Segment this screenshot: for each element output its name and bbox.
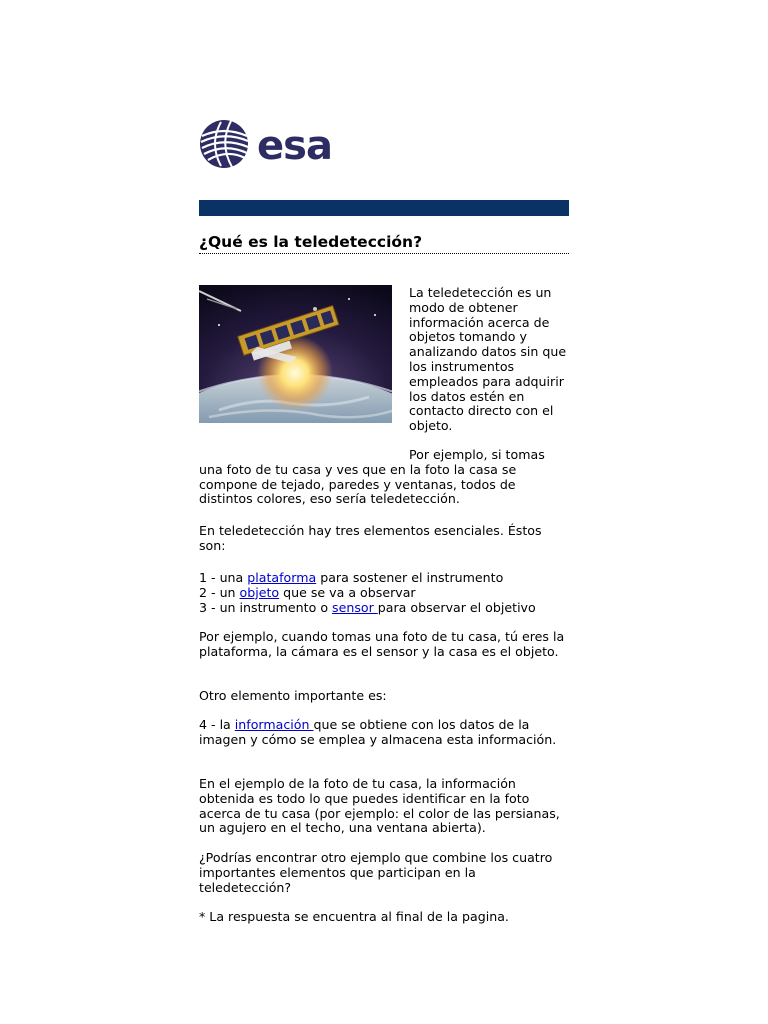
camera-example-paragraph: Por ejemplo, cuando tomas una foto de tu casa, tú eres la plataforma, la cámara es el sensor y la casa es el objeto. (199, 629, 565, 659)
esa-logo-text: esa (257, 123, 332, 169)
elements-intro: En teledetección hay tres elementos esenciales. Éstos son: (199, 523, 542, 553)
question-paragraph: ¿Podrías encontrar otro ejemplo que combine los cuatro importantes elementos que participan en la teledetección? (199, 850, 553, 895)
element4-paragraph: 4 - la información que se obtiene con los datos de la imagen y cómo se emplea y almacena esta información. (199, 717, 557, 747)
objeto-link[interactable]: objeto (239, 584, 280, 600)
list-item: 2 - un objeto que se va a observar (199, 584, 416, 600)
example-paragraph (199, 448, 571, 507)
example-lead: Por ejemplo, si tomas (409, 447, 545, 462)
answer-note: * La respuesta se encuentra al final de la pagina. (199, 909, 509, 924)
page-title: ¿Qué es la teledetección? (199, 232, 569, 254)
informacion-link[interactable]: información (234, 717, 314, 732)
other-element-paragraph: Otro elemento importante es: (199, 688, 387, 703)
header-bar (199, 200, 569, 216)
elements-list (199, 571, 571, 615)
plataforma-link[interactable]: plataforma (247, 570, 317, 585)
intro-paragraph: La teledetección es un modo de obtener información acerca de objetos tomando y analizando datos sin que los instrumentos empleados para adquirir los datos estén en contacto directo con el objeto. (409, 285, 567, 434)
example-rest: una foto de tu casa y ves que en la foto la casa se compone de tejado, paredes y ventanas, todos de distintos colores, eso sería teledetección. (199, 461, 517, 507)
satellite-image (199, 285, 392, 423)
info-example-paragraph: En el ejemplo de la foto de tu casa, la información obtenida es todo lo que puedes identificar en la foto acerca de tu casa (por ejemplo: el color de las persianas, un agujero en el techo, una ventana abierta). (199, 776, 560, 836)
sensor-link[interactable]: sensor (332, 599, 378, 615)
list-item: 3 - un instrumento o sensor para observar el objetivo (199, 599, 536, 615)
list-item: 1 - una plataforma para sostener el instrumento (199, 570, 504, 585)
esa-logo (199, 118, 349, 170)
esa-globe-icon (200, 120, 248, 168)
